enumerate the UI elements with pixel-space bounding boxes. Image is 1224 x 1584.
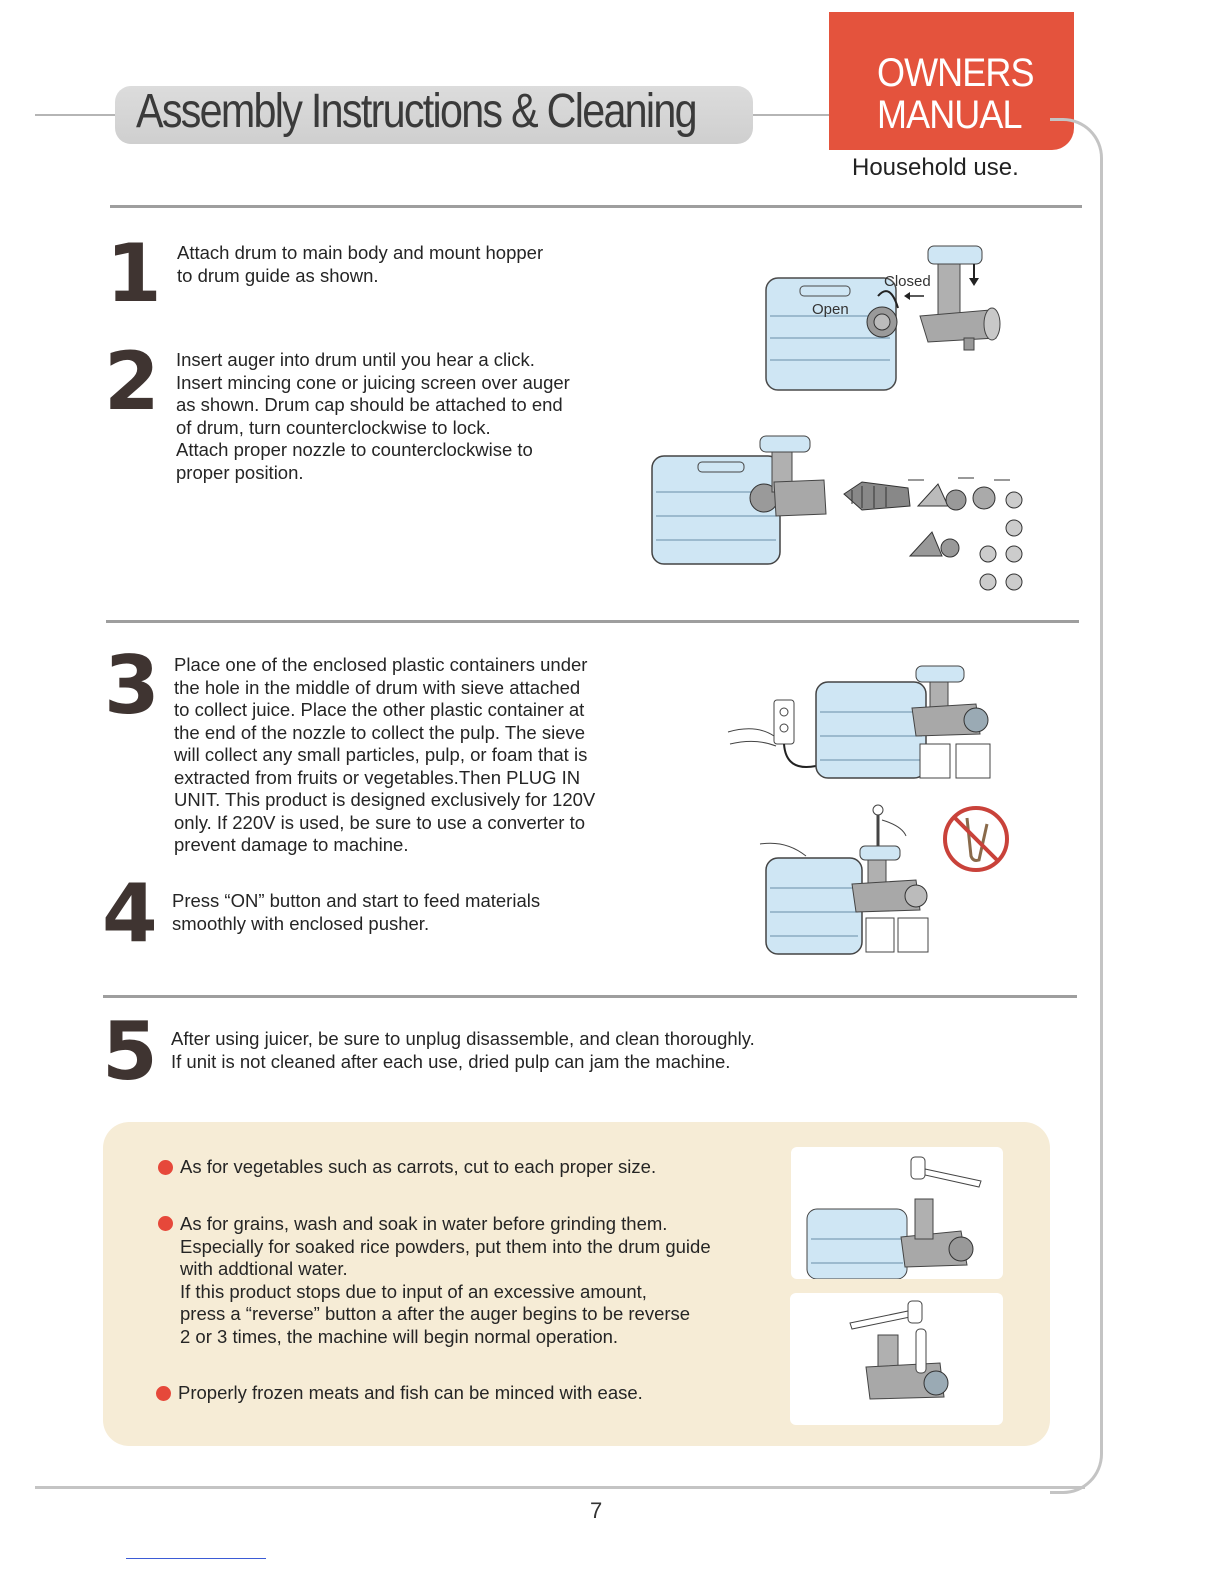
- divider-middle: [106, 620, 1079, 623]
- footer-link-line: [126, 1558, 266, 1559]
- step-text-4: Press “ON” button and start to feed materials smoothly with enclosed pusher.: [172, 890, 541, 934]
- tip-bullet-2: [158, 1216, 173, 1231]
- auger-parts-illustration: [648, 432, 1038, 602]
- closed-label: Closed: [884, 273, 931, 290]
- tip-text-2: As for grains, wash and soak in water before grinding them. Especially for soaked rice powders, put them into the drum guide with addtional water. If this product stops due to input of an excessive amount, press a “reverse” button a after the auger begins to be reverse 2 or 3 times, the machine will begin normal operation.: [180, 1213, 711, 1347]
- no-hands-warning-icon: [941, 804, 1011, 874]
- drum-cleaning-illustration: [790, 1293, 1003, 1425]
- page-number: 7: [590, 1498, 603, 1523]
- badge-line-2: MANUAL: [877, 93, 1022, 137]
- step-text-3: Place one of the enclosed plastic containers under the hole in the middle of drum with sieve attached to collect juice. Place the other plastic container at the end of the nozzle to collect the pulp. The sieve will collect any small particles, pulp, or foam that is extracted from fruits or vegetables.Then PLUG IN UNIT. This product is designed exclusively for 120V only. If 220V is used, be sure to use a converter to prevent damage to machine.: [174, 654, 596, 855]
- open-label: Open: [812, 301, 849, 318]
- badge-label: [877, 52, 1034, 136]
- hopper-cleaning-illustration: [791, 1147, 1003, 1279]
- page-title: Assembly Instructions & Cleaning: [136, 85, 696, 138]
- step-number-4: 4: [102, 867, 158, 960]
- tip-text-1: As for vegetables such as carrots, cut to each proper size.: [180, 1156, 657, 1177]
- tip-text-3: Properly frozen meats and fish can be minced with ease.: [178, 1382, 643, 1403]
- tip-bullet-3: [156, 1386, 171, 1401]
- page-frame: [1050, 118, 1103, 1494]
- header-line-right: [752, 114, 832, 116]
- badge-line-1: OWNERS: [877, 51, 1034, 95]
- pusher-feeding-illustration: [756, 800, 936, 960]
- step-number-5: 5: [102, 1005, 158, 1098]
- step-number-3: 3: [104, 639, 160, 732]
- divider-bottom: [35, 1486, 1085, 1489]
- tip-image-drum: [790, 1293, 1003, 1425]
- header-line-left: [35, 114, 120, 116]
- juicer-assembly-illustration: [760, 238, 1010, 398]
- divider-lower: [103, 995, 1077, 998]
- step-text-5: After using juicer, be sure to unplug disassemble, and clean thoroughly. If unit is not cleaned after each use, dried pulp can jam the machine.: [171, 1028, 755, 1072]
- juicer-with-containers-illustration: [726, 662, 1006, 792]
- step-number-2: 2: [104, 335, 160, 428]
- step-text-2: Insert auger into drum until you hear a click. Insert mincing cone or juicing screen over auger as shown. Drum cap should be attached to end of drum, turn counterclockwise to lock. Attach proper nozzle to counterclockwise to proper position.: [176, 349, 570, 483]
- step-text-1: Attach drum to main body and mount hopper to drum guide as shown.: [177, 242, 544, 286]
- household-use-label: Household use.: [852, 154, 1019, 181]
- divider-top: [110, 205, 1082, 208]
- step-number-1: 1: [106, 227, 162, 320]
- tip-image-hopper: [791, 1147, 1003, 1279]
- tip-bullet-1: [158, 1160, 173, 1175]
